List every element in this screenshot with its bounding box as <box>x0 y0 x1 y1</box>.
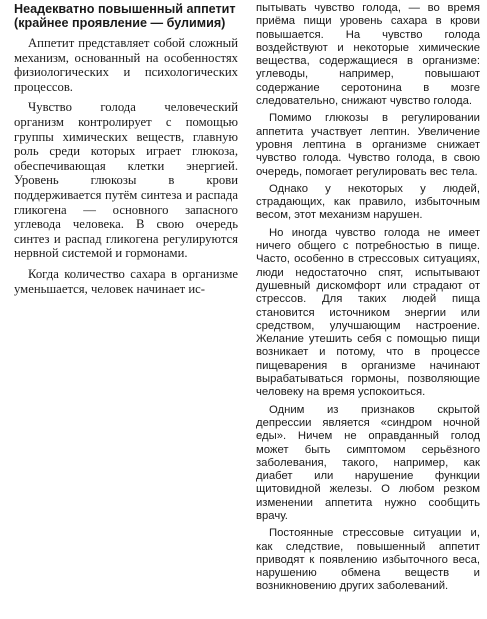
right-column <box>256 2 480 598</box>
paragraph: Когда количество сахара в организме уменьшается, человек начинает ис- <box>14 266 238 296</box>
paragraph: Помимо глюкозы в регулировании аппетита участвует лептин. Увеличение уровня лептина в организме снижает чувство голода. Чувство голода, в свою очередь, помогает регулировать вес тела. <box>256 112 480 178</box>
paragraph: Но иногда чувство голода не имеет ничего общего с потребностью в пище. Часто, особенно в стрессовых ситуациях, люди недостаточно спят, испытывают душевный дискомфорт или страдают от стрессов. Для таких людей пища становится источником энергии или средством, улучшающим настроение. Желание утешить себя с помощью пищи возникает и потому, что в процессе пищеварения в организме начинают вырабатываться гормоны, позволяющие человеку на время успокоиться. <box>256 226 480 399</box>
paragraph: Однако у некоторых у людей, страдающих, как правило, избыточным весом, этот механизм нарушен. <box>256 182 480 222</box>
paragraph-continued: пытывать чувство голода, — во время приёма пищи уровень сахара в крови повышается. На чувство голода воздействуют и некоторые химические вещества, содержащиеся в организме: углеводы, например, повышают содержание серотонина в мозге следовательно, снижают чувство голода. <box>256 2 480 108</box>
paragraph: Аппетит представляет собой сложный механизм, основанный на особенностях физиологических и психологических процессов. <box>14 36 238 94</box>
paragraph: Одним из признаков скрытой депрессии является «синдром ночной еды». Ничем не оправданный голод может быть симптомом серьёзного заболевания, такого, например, как диабет или нарушение функции щитовидной железы. О любом резком изменении аппетита нужно сообщить врачу. <box>256 403 480 522</box>
paragraph: Постоянные стрессовые ситуации и, как следствие, повышенный аппетит приводят к появлению избыточного веса, нарушению обмена веществ и возникновению других заболеваний. <box>256 527 480 593</box>
section-heading: Неадекватно повышенный аппетит (крайнее проявление — булимия) <box>14 2 236 30</box>
left-column <box>14 2 238 302</box>
paragraph: Чувство голода человеческий организм контролирует с помощью группы химических веществ, главную роль среди которых играет глюкоза, обеспечивающая клетки энергией. Уровень глюкозы в крови поддерживается путём синтеза и распада гликогена — основного запасного углевода человека. В свою очередь синтез и распад гликогена регулируются нервной системой и гормонами. <box>14 100 238 261</box>
